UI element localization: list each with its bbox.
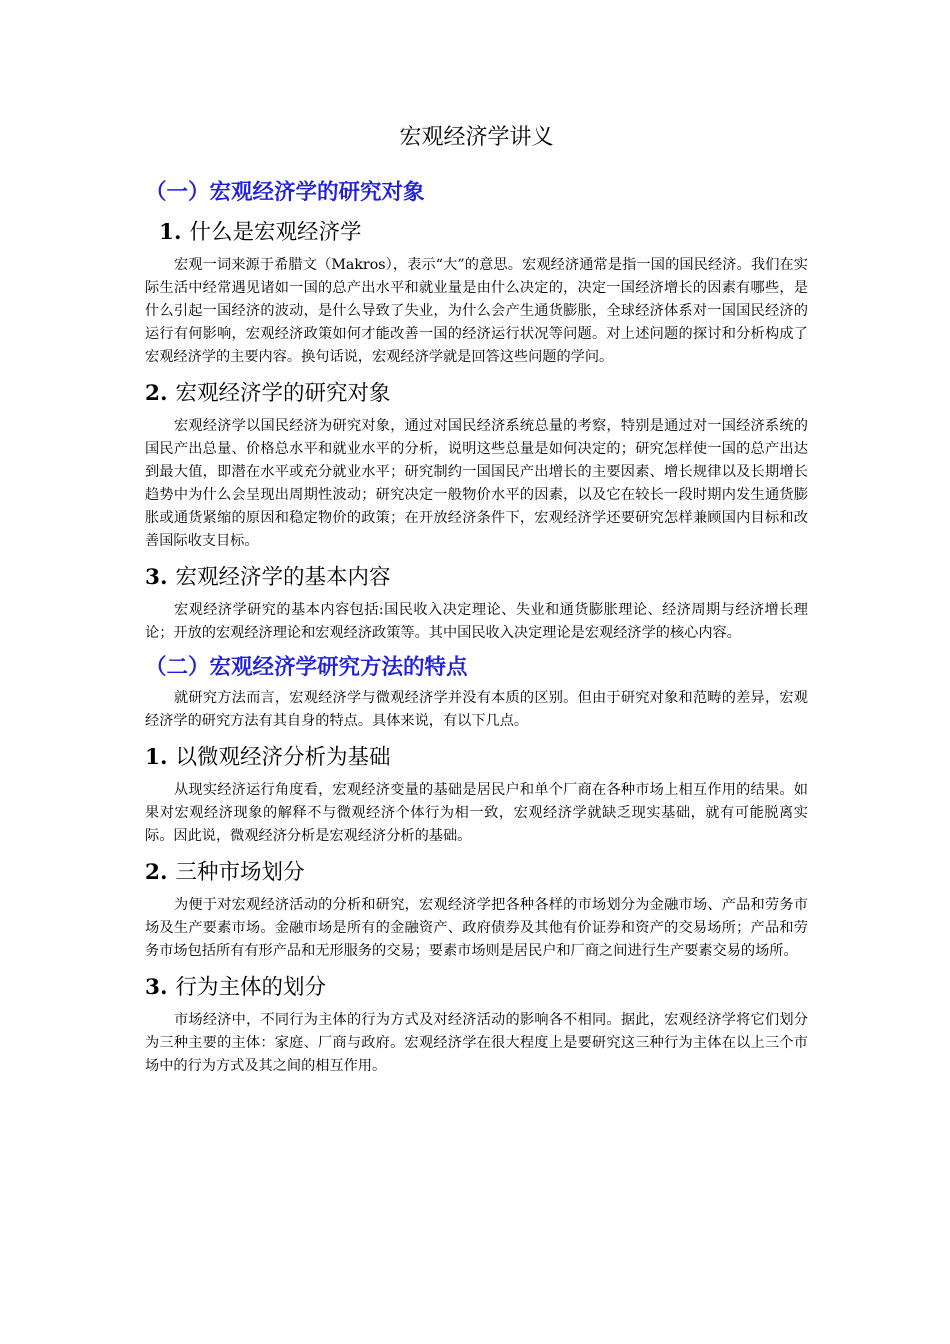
section-title: 行为主体的划分 [175, 975, 326, 1000]
section-1-3 [145, 563, 808, 645]
section-2-2 [145, 858, 808, 963]
section-number: 1. [159, 220, 182, 245]
part-2-intro: 就研究方法而言，宏观经济学与微观经济学并没有本质的区别。但由于研究对象和范畴的差异，宏观经济学的研究方法有其自身的特点。具体来说，有以下几点。 [145, 690, 808, 729]
section-paragraph: 宏观一词来源于希腊文（Makros），表示“大”的意思。宏观经济通常是指一国的国民经济。我们在实际生活中经常遇见诸如一国的总产出水平和就业量是由什么决定的，决定一国经济增长的因素有哪些，是什么引起一国经济的波动，是什么导致了失业，为什么会产生通货膨胀，全球经济体系对一国国民经济的运行有何影响，宏观经济政策如何才能改善一国的经济运行状况等问题。对上述问题的探讨和分析构成了宏观经济学的主要内容。换句话说，宏观经济学就是回答这些问题的学问。 [145, 257, 808, 365]
part-heading-1: （一）宏观经济学的研究对象 [145, 180, 425, 205]
section-paragraph: 市场经济中，不同行为主体的行为方式及对经济活动的影响各不相同。据此，宏观经济学将它们划分为三种主要的主体：家庭、厂商与政府。宏观经济学在很大程度上是要研究这三种行为主体在以上三个市场中的行为方式及其之间的相互作用。 [145, 1012, 808, 1074]
part-heading-2: （二）宏观经济学研究方法的特点 [145, 655, 468, 680]
section-heading [145, 379, 808, 409]
document-title: 宏观经济学讲义 [399, 125, 554, 150]
section-title: 什么是宏观经济学 [189, 220, 362, 245]
section-heading [159, 218, 808, 248]
section-number: 2. [145, 381, 168, 406]
section-paragraph: 宏观经济学以国民经济为研究对象，通过对国民经济系统总量的考察，特别是通过对一国经济系统的国民产出总量、价格总水平和就业水平的分析，说明这些总量是如何决定的；研究怎样使一国的总产出达到最大值，即潜在水平或充分就业水平；研究制约一国国民产出增长的主要因素、增长规律以及长期增长趋势中为什么会呈现出周期性波动；研究决定一般物价水平的因素，以及它在较长一段时期内发生通货膨胀或通货紧缩的原因和稳定物价的政策；在开放经济条件下，宏观经济学还要研究怎样兼顾国内目标和改善国际收支目标。 [145, 418, 808, 549]
section-2-3 [145, 973, 808, 1078]
section-number: 2. [145, 860, 168, 885]
section-title: 三种市场划分 [175, 860, 305, 885]
section-number: 3. [145, 565, 168, 590]
section-heading [145, 858, 808, 888]
section-title: 以微观经济分析为基础 [175, 745, 391, 770]
section-heading [145, 563, 808, 593]
section-1-1 [145, 218, 808, 369]
section-paragraph: 从现实经济运行角度看，宏观经济变量的基础是居民户和单个厂商在各种市场上相互作用的结果。如果对宏观经济现象的解释不与微观经济个体行为相一致，宏观经济学就缺乏现实基础，就有可能脱离实际。因此说，微观经济分析是宏观经济分析的基础。 [145, 782, 808, 844]
section-title: 宏观经济学的基本内容 [175, 565, 391, 590]
section-2-1 [145, 743, 808, 848]
section-number: 1. [145, 745, 168, 770]
section-paragraph: 为便于对宏观经济活动的分析和研究，宏观经济学把各种各样的市场划分为金融市场、产品和劳务市场及生产要素市场。金融市场是所有的金融资产、政府债券及其他有价证券和资产的交易场所；产品和劳务市场包括所有有形产品和无形服务的交易；要素市场则是居民户和厂商之间进行生产要素交易的场所。 [145, 897, 808, 959]
section-number: 3. [145, 975, 168, 1000]
document-page [145, 118, 808, 1078]
section-1-2 [145, 379, 808, 553]
section-heading [145, 743, 808, 773]
section-title: 宏观经济学的研究对象 [175, 381, 391, 406]
section-paragraph: 宏观经济学研究的基本内容包括:国民收入决定理论、失业和通货膨胀理论、经济周期与经济增长理论；开放的宏观经济理论和宏观经济政策等。其中国民收入决定理论是宏观经济学的核心内容。 [145, 602, 808, 641]
section-heading [145, 973, 808, 1003]
